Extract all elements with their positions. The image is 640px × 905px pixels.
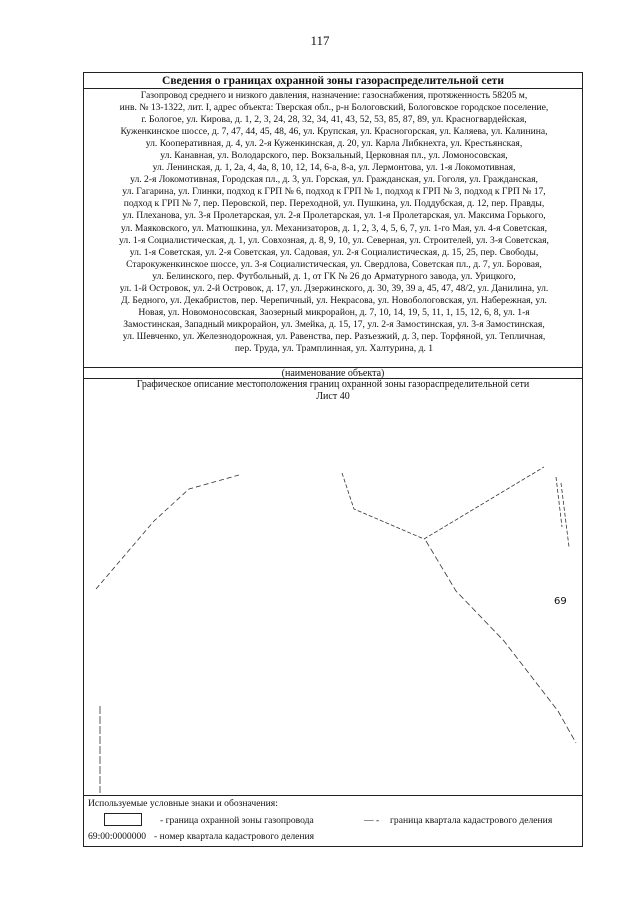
description-line: инв. № 13-1322, лит. I, адрес объекта: Тверская обл., р-н Бологовский, Бологовское городское поселение, bbox=[119, 102, 549, 114]
graphic-description-title: Графическое описание местоположения границ охранной зоны газораспределительной сети bbox=[136, 379, 530, 390]
description-line: ул. Ленинская, д. 1, 2а, 4, 4а, 8, 10, 12, 14, 6-а, 8-а, ул. Лермонтова, ул. 1-я Локомотивная, bbox=[152, 162, 516, 174]
description-line: Д. Бедного, ул. Декабристов, пер. Черепичный, ул. Некрасова, ул. Новобологовская, ул. Набережная, ул. bbox=[121, 294, 547, 306]
description-line: ул. Плеханова, ул. 3-я Пролетарская, ул. 2-я Пролетарская, ул. 1-я Пролетарская, ул. Максима Горького, bbox=[122, 210, 546, 222]
description-line: ул. 1-я Советская, ул. 2-я Советская, ул. Садовая, ул. 2-я Социалистическая, д. 15, 25, пер. Свободы, bbox=[129, 246, 539, 258]
description-line: ул. Канавная, ул. Володарского, пер. Вокзальный, Церковная пл., ул. Ломоносовская, bbox=[160, 150, 508, 162]
boundary-map-drawing bbox=[84, 391, 582, 793]
description-line: Кужeнкинское шоссе, д. 7, 47, 44, 45, 48, 46, ул. Крупская, ул. Красногорская, ул. Каляева, ул. Калинина, bbox=[120, 126, 548, 138]
legend-zone-text: - граница охранной зоны газопровода bbox=[160, 815, 314, 826]
description-line: ул. 2-я Локомотивная, Городская пл., д. 3, ул. Горская, ул. Гражданская, ул. Гоголя, ул. Гражданская, bbox=[130, 174, 538, 186]
description-line: Замостинская, Западный микрорайон, ул. Змейка, д. 15, 17, ул. 2-я Замостинская, ул. 3-я Замостинская, bbox=[123, 318, 545, 330]
description-line: Старокуженкинское шоссе, ул. 3-я Социалистическая, ул. Свердлова, Советская пл., д. 7, ул. Боровая, bbox=[126, 258, 542, 270]
legend-cadastral-code: 69:00:0000000 bbox=[88, 831, 147, 842]
object-description bbox=[87, 90, 581, 366]
description-line: подход к ГРП № 7, пер. Перовской, пер. Переходной, ул. Пушкина, ул. Поддубская, д. 12, пер. Правды, bbox=[123, 198, 545, 210]
description-line: ул. Шевченко, ул. Железнодорожная, ул. Равенства, пер. Разъезжий, д. 3, пер. Торфяной, ул. Тепличная, bbox=[122, 330, 546, 342]
section-title: Сведения о границах охранной зоны газораспределительной сети bbox=[84, 73, 582, 89]
description-line: ул. 1-й Островок, ул. 2-й Островок, д. 17, ул. Дзержинского, д. 30, 39, 39 а, 45, 47, 48/2, ул. Данилина, ул. bbox=[119, 282, 549, 294]
description-line: ул. Маяковского, ул. Матюшкина, ул. Механизаторов, д. 1, 2, 3, 4, 5, 6, 7, ул. 1-го Мая, ул. 4-я Советская, bbox=[120, 222, 548, 234]
boundary-line bbox=[426, 541, 576, 743]
legend-cadastral-text: - номер квартала кадастрового деления bbox=[154, 831, 315, 842]
legend-heading: Используемые условные знаки и обозначения: bbox=[88, 798, 278, 809]
document-frame bbox=[83, 72, 583, 847]
boundary-map bbox=[84, 391, 582, 793]
legend-quarter-text: граница квартала кадастрового деления bbox=[390, 815, 553, 826]
description-line: ул. Белинского, пер. Футбольный, д. 1, от ГК № 26 до Арматурного завода, ул. Урицкого, bbox=[152, 270, 516, 282]
boundary-line bbox=[342, 467, 544, 539]
sheet-number: Лист 40 bbox=[316, 391, 350, 402]
description-line: Газопровод среднего и низкого давления, назначение: газоснабжения, протяженность 58205 м, bbox=[140, 90, 528, 101]
boundary-line bbox=[96, 475, 239, 589]
description-line: Новая, ул. Новомоносовская, Заозерный микрорайон, д. 7, 10, 14, 19, 5, 11, 1, 15, 12, 6, 8, ул. 1-я bbox=[138, 306, 530, 318]
map-label-69: 69 bbox=[554, 596, 567, 607]
object-name-caption: (наименование объекта) bbox=[84, 367, 582, 379]
description-line: пер. Труда, ул. Трамплинная, ул. Халтурина, д. 1 bbox=[234, 342, 434, 354]
legend-zone-symbol bbox=[104, 813, 142, 826]
page-number: 117 bbox=[310, 33, 330, 48]
legend bbox=[84, 795, 582, 847]
description-line: г. Бологое, ул. Кирова, д. 1, 2, 3, 24, 28, 32, 34, 41, 43, 52, 53, 85, 87, 89, ул. Красногвардейская, bbox=[141, 114, 527, 126]
description-line: ул. 1-я Социалистическая, д. 1, ул. Совхозная, д. 8, 9, 10, ул. Северная, ул. Строителей, ул. 3-я Советская, bbox=[119, 234, 549, 246]
legend-quarter-symbol: — - bbox=[364, 815, 380, 826]
description-line: ул. Кооперативная, д. 4, ул. 2-я Куженкинская, д. 20, ул. Карла Либкнехта, ул. Крестьянская, bbox=[145, 138, 523, 150]
boundary-line bbox=[561, 483, 569, 547]
description-line: ул. Гагарина, ул. Глинки, подход к ГРП № 6, подход к ГРП № 1, подход к ГРП № 3, подход к ГРП № 17, bbox=[122, 186, 546, 198]
